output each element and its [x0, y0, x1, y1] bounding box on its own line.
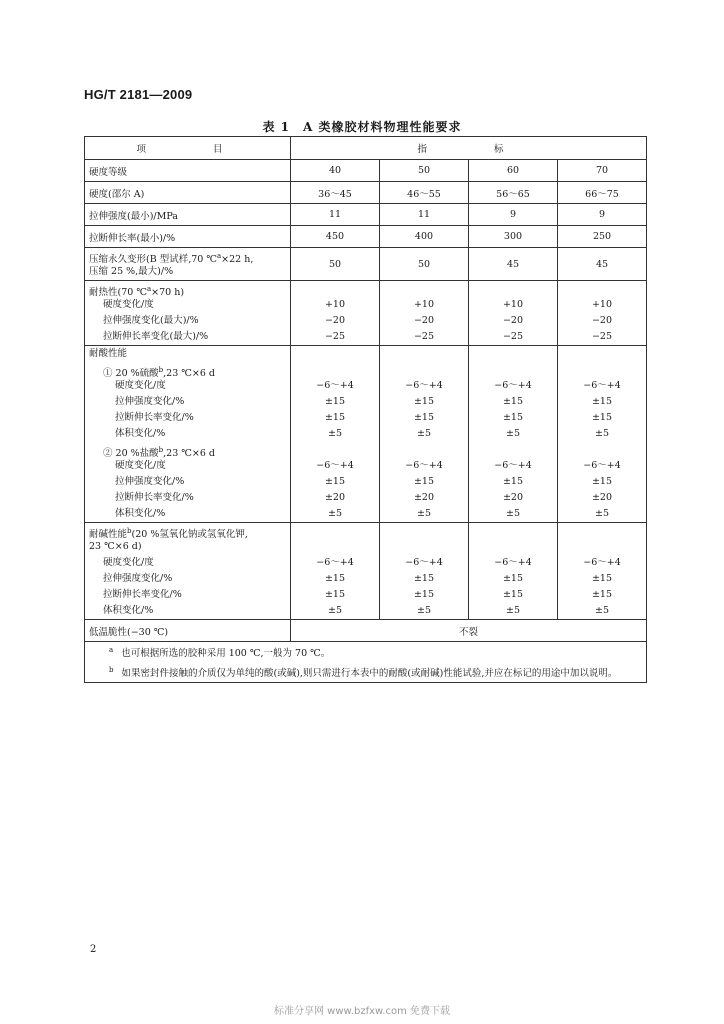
table-notes — [85, 642, 647, 683]
header-row — [85, 137, 647, 160]
compression-row — [85, 248, 647, 281]
footnote-text: 也可根据所选的胶种采用 100 ℃,一般为 70 ℃。 — [121, 648, 331, 660]
row-label: 硬度等级 — [85, 160, 291, 182]
value-column — [558, 281, 647, 346]
alkali-title-line2: 23 ℃×6 d) — [89, 541, 142, 552]
value-cell: 9 — [558, 204, 647, 226]
value-cell: ±5 — [327, 605, 342, 616]
compression-label — [85, 248, 291, 281]
value-cell: ±15 — [413, 589, 435, 600]
value-cell: 45 — [469, 248, 558, 281]
value-cell: −25 — [591, 331, 613, 342]
alkali-resistance-labels — [85, 523, 291, 620]
value-cell: 50 — [291, 248, 380, 281]
value-cell: −20 — [413, 315, 435, 326]
value-cell: 36～45 — [291, 182, 380, 204]
value-cell: 不裂 — [291, 620, 647, 642]
value-cell: ±15 — [502, 412, 524, 423]
heat-title: 耐热性(70 ℃ — [89, 287, 147, 299]
footnote-mark: b — [127, 527, 132, 535]
table-title: 表 1 A 类橡胶材料物理性能要求 — [262, 120, 462, 134]
value-cell: −6～+4 — [583, 380, 621, 391]
value-cell: 56～65 — [469, 182, 558, 204]
value-column — [380, 281, 469, 346]
value-column — [469, 346, 558, 523]
value-cell: 11 — [380, 204, 469, 226]
value-cell: −20 — [502, 315, 524, 326]
value-cell: −6～+4 — [316, 557, 354, 568]
acid-sub1-title: ① 20 %硫酸 — [103, 368, 159, 380]
value-column — [380, 346, 469, 523]
table-row — [85, 160, 647, 182]
value-cell: 66～75 — [558, 182, 647, 204]
value-cell: ±5 — [595, 428, 610, 439]
footnote-mark: a — [109, 646, 114, 654]
value-cell: ±15 — [413, 573, 435, 584]
value-cell: ±15 — [591, 412, 613, 423]
acid-sub2-title: ② 20 %盐酸 — [103, 448, 159, 460]
value-cell: ±15 — [324, 589, 346, 600]
value-cell: −25 — [502, 331, 524, 342]
value-cell: ±20 — [324, 492, 346, 503]
value-column — [469, 281, 558, 346]
compression-label-line1: 压缩永久变形(B 型试样,70 ℃ — [89, 254, 217, 266]
acid-sub1-tail: ,23 ℃×6 d — [163, 368, 216, 380]
value-cell: 250 — [558, 226, 647, 248]
value-cell: 45 — [558, 248, 647, 281]
value-cell: −6～+4 — [316, 460, 354, 471]
value-cell: ±15 — [324, 573, 346, 584]
alkali-title-tail: (20 %氢氧化钠或氢氧化钾, — [131, 529, 248, 541]
row-label: 低温脆性(−30 ℃) — [85, 620, 291, 642]
footnote-mark: a — [216, 252, 222, 260]
heat-title-tail: ×70 h) — [151, 287, 185, 299]
value-cell: ±5 — [416, 508, 431, 519]
value-cell: −6～+4 — [494, 380, 532, 391]
value-cell: ±20 — [502, 492, 524, 503]
value-column — [380, 523, 469, 620]
acid-sub2-tail: ,23 ℃×6 d — [163, 448, 216, 460]
sub-label: 体积变化/% — [115, 428, 166, 439]
value-cell: −25 — [413, 331, 435, 342]
footnote — [89, 642, 642, 662]
value-cell: ±5 — [505, 428, 520, 439]
value-cell: ±5 — [505, 508, 520, 519]
sub-label: 硬度变化/度 — [115, 380, 166, 391]
sub-label: 拉伸强度变化/% — [115, 396, 185, 407]
value-cell: −6～+4 — [583, 460, 621, 471]
sub-label: 拉断伸长率变化/% — [115, 412, 194, 423]
alkali-title: 耐碱性能 — [89, 529, 128, 541]
value-cell: −6～+4 — [316, 380, 354, 391]
value-cell: ±15 — [591, 589, 613, 600]
value-cell: 50 — [380, 160, 469, 182]
sub-label: 拉断伸长率变化/% — [103, 589, 182, 600]
value-cell: ±15 — [413, 476, 435, 487]
value-column — [558, 523, 647, 620]
value-cell: 50 — [380, 248, 469, 281]
value-cell: 70 — [558, 160, 647, 182]
value-column — [558, 346, 647, 523]
acid-resistance-labels — [85, 346, 291, 523]
footnote-mark: b — [158, 366, 164, 374]
value-cell: 300 — [469, 226, 558, 248]
sub-label: 拉伸强度变化(最大)/% — [103, 315, 199, 326]
value-cell: ±15 — [324, 396, 346, 407]
value-cell: ±15 — [413, 412, 435, 423]
value-cell: ±20 — [413, 492, 435, 503]
acid-title: 耐酸性能 — [89, 348, 128, 359]
value-cell: −6～+4 — [405, 557, 443, 568]
footer-watermark: 标准分享网 www.bzfxw.com 免费下载 — [274, 1006, 450, 1017]
value-cell: ±5 — [505, 605, 520, 616]
value-cell: ±15 — [502, 476, 524, 487]
value-cell: −6～+4 — [405, 380, 443, 391]
value-cell: 9 — [469, 204, 558, 226]
sub-label: 体积变化/% — [103, 605, 154, 616]
heat-resistance-row — [85, 281, 647, 346]
value-column — [469, 523, 558, 620]
sub-label: 拉伸强度变化/% — [115, 476, 185, 487]
value-cell: 60 — [469, 160, 558, 182]
sub-label: 拉断伸长率变化/% — [115, 492, 194, 503]
value-cell: ±15 — [502, 396, 524, 407]
value-cell: ±15 — [413, 396, 435, 407]
value-column — [291, 346, 380, 523]
value-cell: −20 — [591, 315, 613, 326]
sub-label: 体积变化/% — [115, 508, 166, 519]
sub-label: 拉断伸长率变化(最大)/% — [103, 331, 209, 342]
value-cell: ±15 — [591, 573, 613, 584]
sub-label: 硬度变化/度 — [103, 557, 154, 568]
value-cell: ±5 — [327, 508, 342, 519]
table-row — [85, 226, 647, 248]
value-cell: −20 — [324, 315, 346, 326]
value-cell: ±15 — [324, 412, 346, 423]
value-cell: −6～+4 — [405, 460, 443, 471]
notes-row — [85, 642, 647, 683]
brittleness-row — [85, 620, 647, 642]
value-cell: ±15 — [324, 476, 346, 487]
value-cell: ±15 — [502, 573, 524, 584]
footnote — [89, 662, 642, 682]
value-cell: ±5 — [327, 428, 342, 439]
alkali-resistance-row — [85, 523, 647, 620]
properties-table — [84, 136, 647, 683]
value-cell: +10 — [591, 299, 613, 310]
value-cell: −25 — [324, 331, 346, 342]
value-cell: +10 — [324, 299, 346, 310]
value-cell: ±20 — [591, 492, 613, 503]
compression-label-line2: 压缩 25 %,最大)/% — [89, 266, 174, 277]
value-cell: +10 — [413, 299, 435, 310]
table-row — [85, 182, 647, 204]
heat-resistance-labels — [85, 281, 291, 346]
value-column — [291, 281, 380, 346]
header-index: 指 标 — [291, 137, 647, 160]
value-cell: ±15 — [502, 589, 524, 600]
compression-label-tail: ×22 h, — [221, 254, 254, 266]
value-cell: 11 — [291, 204, 380, 226]
sub-label: 硬度变化/度 — [103, 299, 154, 310]
row-label: 拉伸强度(最小)/MPa — [85, 204, 291, 226]
value-cell: −6～+4 — [494, 557, 532, 568]
value-cell: 46～55 — [380, 182, 469, 204]
footnote-mark: a — [146, 285, 152, 293]
table-row — [85, 204, 647, 226]
value-cell: 450 — [291, 226, 380, 248]
value-cell: −6～+4 — [583, 557, 621, 568]
row-label: 拉断伸长率(最小)/% — [85, 226, 291, 248]
footnote-mark: b — [109, 666, 114, 675]
value-cell: +10 — [502, 299, 524, 310]
footnote-mark: b — [158, 446, 164, 454]
sub-label: 硬度变化/度 — [115, 460, 166, 471]
value-cell: ±15 — [591, 476, 613, 487]
value-cell: 40 — [291, 160, 380, 182]
standard-code: HG/T 2181—2009 — [84, 87, 193, 102]
row-label: 硬度(邵尔 A) — [85, 182, 291, 204]
sub-label: 拉伸强度变化/% — [103, 573, 173, 584]
header-item: 项 目 — [85, 137, 291, 160]
page-number: 2 — [90, 944, 97, 955]
value-cell: ±5 — [416, 605, 431, 616]
value-cell: ±5 — [595, 605, 610, 616]
value-cell: ±5 — [416, 428, 431, 439]
value-cell: ±5 — [595, 508, 610, 519]
value-cell: 400 — [380, 226, 469, 248]
value-cell: −6～+4 — [494, 460, 532, 471]
value-column — [291, 523, 380, 620]
acid-resistance-row — [85, 346, 647, 523]
footnote-text: 如果密封件接触的介质仅为单纯的酸(或碱),则只需进行本表中的耐酸(或耐碱)性能试验,并应在标记的用途中加以说明。 — [121, 668, 618, 680]
value-cell: ±15 — [591, 396, 613, 407]
